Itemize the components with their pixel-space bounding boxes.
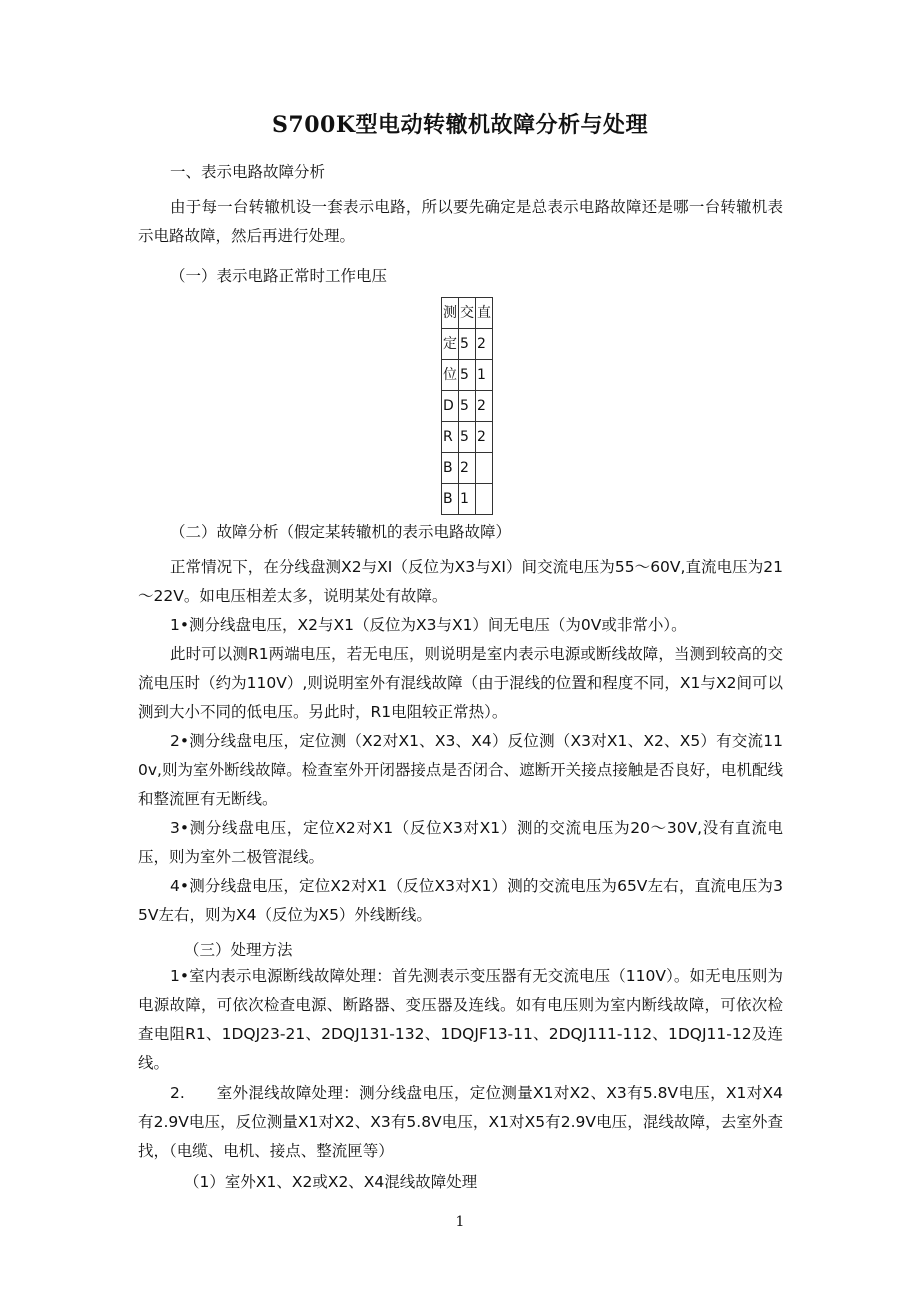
voltage-table bbox=[441, 297, 493, 515]
table-cell: B bbox=[442, 484, 459, 515]
paragraph-method-1: 1•室内表示电源断线故障处理：首先测表示变压器有无交流电压（110V）。如无电压则为电源故障，可依次检查电源、断路器、变压器及连线。如有电压则为室内断线故障，可依次检查电阻R1、1DQJ23-21、2DQJ131-132、1DQJF13-11、2DQJ111-112、1DQJ11-12及连线。 bbox=[138, 967, 783, 1072]
table-cell bbox=[476, 453, 493, 484]
table-cell: 2 bbox=[459, 453, 476, 484]
table-row bbox=[442, 298, 493, 329]
table-cell: 5 bbox=[459, 329, 476, 360]
table-row bbox=[442, 360, 493, 391]
paragraph-case-2: 2•测分线盘电压，定位测（X2对X1、X3、X4）反位测（X3对X1、X2、X5）有交流110v,则为室外断线故障。检查室外开闭器接点是否闭合、遮断开关接点接触是否良好，电机配线和整流匣有无断线。 bbox=[138, 732, 783, 808]
page-number: 1 bbox=[455, 1214, 465, 1230]
table-cell: R bbox=[442, 422, 459, 453]
table-row bbox=[442, 391, 493, 422]
table-cell: 5 bbox=[459, 391, 476, 422]
subsection-heading-fault-analysis: （二）故障分析（假定某转辙机的表示电路故障） bbox=[170, 523, 512, 541]
paragraph-normal-conditions: 正常情况下，在分线盘测X2与XI（反位为X3与XI）间交流电压为55～60V,直流电压为21～22V。如电压相差太多，说明某处有故障。 bbox=[138, 558, 783, 605]
table-cell: B bbox=[442, 453, 459, 484]
table-cell: 测 bbox=[442, 298, 459, 329]
table-cell: 2 bbox=[476, 422, 493, 453]
table-row bbox=[442, 422, 493, 453]
subsection-heading-normal-voltage: （一）表示电路正常时工作电压 bbox=[170, 267, 388, 285]
table-cell: 1 bbox=[476, 360, 493, 391]
paragraph-case-1-detail: 此时可以测R1两端电压，若无电压，则说明是室内表示电源或断线故障，当测到较高的交流电压时（约为110V）,则说明室外有混线故障（由于混线的位置和程度不同，X1与X2间可以测到大小不同的低电压。另此时，R1电阻较正常热）。 bbox=[138, 645, 783, 721]
table-row bbox=[442, 453, 493, 484]
paragraph-intro: 由于每一台转辙机设一套表示电路，所以要先确定是总表示电路故障还是哪一台转辙机表示电路故障，然后再进行处理。 bbox=[138, 198, 783, 245]
table-cell: 直 bbox=[476, 298, 493, 329]
table-cell bbox=[476, 484, 493, 515]
table-cell: 定 bbox=[442, 329, 459, 360]
table-cell: 2 bbox=[476, 329, 493, 360]
subsection-heading-outdoor-short: （1）室外X1、X2或X2、X4混线故障处理 bbox=[184, 1173, 478, 1191]
table-row bbox=[442, 329, 493, 360]
paragraph-case-4: 4•测分线盘电压，定位X2对X1（反位X3对X1）测的交流电压为65V左右，直流电压为35V左右，则为X4（反位为X5）外线断线。 bbox=[138, 877, 783, 924]
table-cell: 1 bbox=[459, 484, 476, 515]
table-cell: 位 bbox=[442, 360, 459, 391]
table-cell: 5 bbox=[459, 422, 476, 453]
table-cell: 5 bbox=[459, 360, 476, 391]
paragraph-method-2: 2. 室外混线故障处理：测分线盘电压，定位测量X1对X2、X3有5.8V电压，X1对X4有2.9V电压，反位测量X1对X2、X3有5.8V电压，X1对X5有2.9V电压，混线故障，去室外查找，（电缆、电机、接点、整流匣等） bbox=[138, 1084, 783, 1160]
table-row bbox=[442, 484, 493, 515]
paragraph-case-3: 3•测分线盘电压，定位X2对X1（反位X3对X1）测的交流电压为20～30V,没有直流电压，则为室外二极管混线。 bbox=[138, 819, 783, 866]
document-title: S700K型电动转辙机故障分析与处理 bbox=[272, 112, 648, 138]
table-cell: 交 bbox=[459, 298, 476, 329]
section-heading-1: 一、表示电路故障分析 bbox=[170, 163, 326, 181]
subsection-heading-methods: （三）处理方法 bbox=[184, 941, 293, 959]
table-cell: 2 bbox=[476, 391, 493, 422]
table-cell: D bbox=[442, 391, 459, 422]
paragraph-case-1: 1•测分线盘电压，X2与X1（反位为X3与X1）间无电压（为0V或非常小）。 bbox=[170, 616, 687, 634]
